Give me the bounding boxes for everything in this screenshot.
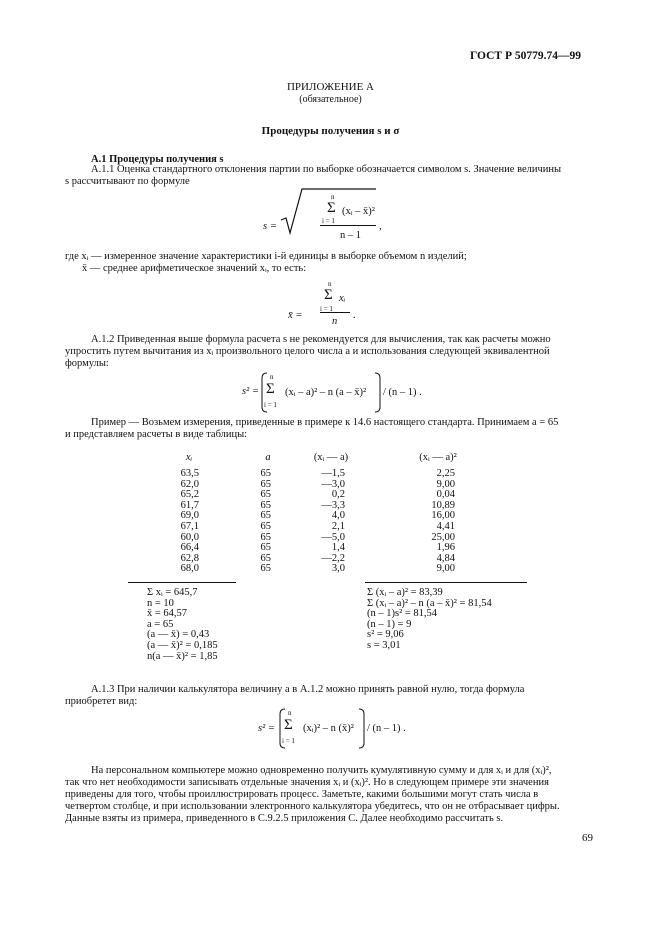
paragraph-pc-line4: четвертом столбце, и при использовании электронного калькулятора убедитесь, что он не отбрасывает цифры. xyxy=(65,801,560,812)
table-cell: 60,0 xyxy=(180,531,199,543)
table-cell: 65 xyxy=(260,468,271,479)
table-cell: 65 xyxy=(260,542,271,554)
table-cell: 65 xyxy=(260,478,271,490)
summary-left-item: (a — x̄)² = 0,185 xyxy=(147,640,218,651)
summary-left-item: (a — x̄) = 0,43 xyxy=(147,629,210,641)
appendix-status: (обязательное) xyxy=(299,94,362,105)
table-cell: 65 xyxy=(260,552,271,564)
table-cell: 3,0 xyxy=(331,563,345,575)
table-header: xᵢ xyxy=(185,452,193,463)
standard-header: ГОСТ Р 50779.74—99 xyxy=(470,50,581,62)
table-cell: 61,7 xyxy=(180,499,199,511)
summary-right-item: (n – 1)s² = 81,54 xyxy=(367,608,438,620)
table-cell: 65 xyxy=(260,510,271,522)
table-cell: 69,0 xyxy=(180,510,199,522)
paragraph-pc-line1: На персональном компьютере можно одновременно получить кумулятивную сумму и для xᵢ и для (xᵢ)², xyxy=(91,765,552,776)
table-cell: 2,1 xyxy=(331,521,345,532)
table-cell: 63,5 xyxy=(180,468,199,479)
summary-right-item: (n – 1) = 9 xyxy=(367,618,412,630)
summary-left-item: x̄ = 64,57 xyxy=(147,608,188,620)
subsection-heading: А.1 Процедуры получения s xyxy=(91,154,224,165)
example-line2: и представляем расчеты в виде таблицы: xyxy=(65,429,248,440)
summary-left-item: a = 65 xyxy=(147,618,174,630)
where-line-2: x̄ — среднее арифметическое значений xᵢ, то есть: xyxy=(82,263,307,274)
table-cell: 66,4 xyxy=(180,542,199,554)
table-header: (xᵢ — a) xyxy=(313,452,349,463)
summary-left-item: Σ xᵢ = 645,7 xyxy=(147,587,198,598)
table-header: (xᵢ — a)² xyxy=(419,452,457,463)
paragraph-pc-line5: Данные взяты из примера, приведенного в С.9.2.5 приложения С. Далее необходимо рассчитать s. xyxy=(65,813,504,824)
page-number: 69 xyxy=(582,832,593,844)
summary-right-item: s² = 9,06 xyxy=(367,629,404,641)
table-cell: 0,2 xyxy=(331,489,345,501)
paragraph-a12-line3: формулы: xyxy=(65,358,109,369)
table-cell: —1,5 xyxy=(321,468,345,479)
summary-right-item: s = 3,01 xyxy=(367,640,401,651)
paragraph-pc-line3: приведены для того, чтобы проиллюстрировать процесс. Заметьте, какими большими могут стать числа в xyxy=(65,789,539,800)
table-cell: 4,41 xyxy=(436,521,455,532)
table-cell: 0,04 xyxy=(436,489,455,501)
table-header: a xyxy=(265,452,271,463)
paragraph-a11-line1: А.1.1 Оценка стандартного отклонения партии по выборке обозначается символом s. Значение величины xyxy=(91,164,562,175)
table-cell: —3,3 xyxy=(321,499,345,511)
table-cell: 16,00 xyxy=(431,510,455,522)
table-cell: 1,4 xyxy=(331,542,345,554)
table-cell: 9,00 xyxy=(436,478,455,490)
paragraph-a11-line2: s рассчитывают по формуле xyxy=(65,176,190,187)
table-cell: —3,0 xyxy=(321,478,345,490)
paragraph-pc-line2: так что нет необходимости записывать отдельные значения xᵢ и (xᵢ)². Но в следующем примере эти значения xyxy=(65,777,549,788)
summary-left-item: n = 10 xyxy=(147,597,174,609)
table-rule-left xyxy=(128,582,236,583)
table-cell: 65 xyxy=(260,489,271,501)
table-cell: —2,2 xyxy=(321,552,345,564)
table-cell: 67,1 xyxy=(180,521,199,532)
table-cell: 2,25 xyxy=(436,468,455,479)
paragraph-a13-line1: А.1.3 При наличии калькулятора величину a в А.1.2 можно принять равной нулю, тогда формула xyxy=(91,684,525,695)
table-cell: 25,00 xyxy=(431,531,455,543)
paragraph-a12-line1: А.1.2 Приведенная выше формула расчета s не рекомендуется для вычисления, так как расчеты можно xyxy=(91,334,551,345)
table-cell: 68,0 xyxy=(180,563,199,575)
section-title: Процедуры получения s и σ xyxy=(261,125,400,137)
table-cell: 65 xyxy=(260,531,271,543)
where-line-1: где xᵢ — измеренное значение характеристики i-й единицы в выборке объемом n изделий; xyxy=(65,251,467,262)
table-cell: 4,0 xyxy=(331,510,345,522)
table-cell: 9,00 xyxy=(436,563,455,575)
table-cell: 10,89 xyxy=(431,499,455,511)
table-cell: 62,8 xyxy=(180,552,199,564)
table-cell: —5,0 xyxy=(321,531,345,543)
paragraph-a13-line2: приобретет вид: xyxy=(65,696,138,707)
table-cell: 65 xyxy=(260,499,271,511)
table-cell: 1,96 xyxy=(436,542,455,554)
table-cell: 65 xyxy=(260,563,271,575)
table-cell: 65 xyxy=(260,521,271,532)
summary-left-item: n(a — x̄)² = 1,85 xyxy=(147,650,218,662)
table-rule-right xyxy=(365,582,527,583)
table-cell: 65,2 xyxy=(180,489,199,501)
table-cell: 4,84 xyxy=(436,552,455,564)
appendix-title: ПРИЛОЖЕНИЕ А xyxy=(286,81,374,93)
paragraph-a12-line2: упростить путем вычитания из xᵢ произвольного целого числа a и использования следующей эквивалентной xyxy=(65,346,550,357)
summary-right-item: Σ (xᵢ – a)² – n (a – x̄)² = 81,54 xyxy=(367,597,492,609)
example-line1: Пример — Возьмем измерения, приведенные в примере к 14.6 настоящего стандарта. Принимаем a = 65 xyxy=(91,417,559,428)
summary-right-item: Σ (xᵢ – a)² = 83,39 xyxy=(367,587,443,598)
table-cell: 62,0 xyxy=(180,478,199,490)
